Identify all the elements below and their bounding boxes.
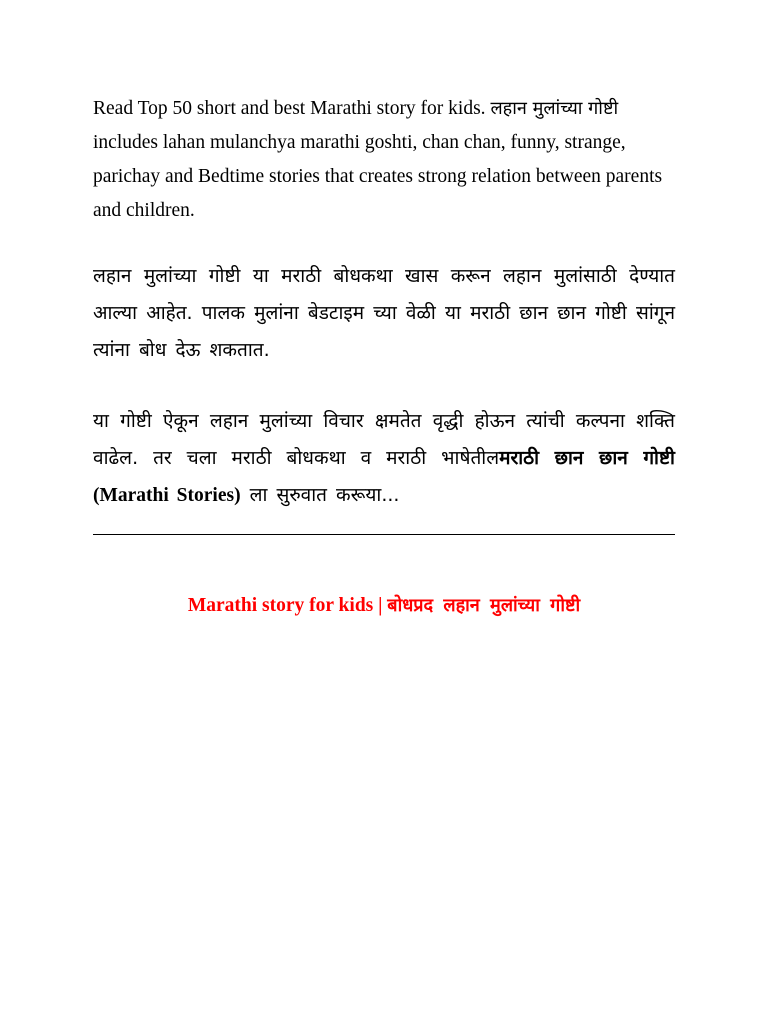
intro-text-end: includes lahan mulanchya marathi goshti, chan chan, funny, strange, parichay and Bedtime stories that creates strong relation between parents and children.: [93, 132, 663, 221]
bold-marathi-phrase: मराठी छान छान गोष्टी: [499, 447, 675, 469]
paragraph-text-start: या गोष्टी ऐकून लहान मुलांच्या विचार क्षमतेत वृद्धी होऊन त्यांची कल्पना शक्ति वाढेल. तर चला मराठी बोधकथा व मराठी भाषेतील: [93, 410, 675, 469]
intro-marathi-phrase: लहान मुलांच्या गोष्टी: [490, 98, 619, 119]
paragraph-text-end: ला सुरुवात करूया...: [240, 484, 400, 506]
bold-english-phrase: (Marathi Stories): [93, 485, 241, 506]
document-page: [93, 92, 675, 617]
heading-english: Marathi story for kids |: [187, 595, 388, 616]
horizontal-divider: [93, 534, 675, 535]
marathi-paragraph-1: लहान मुलांच्या गोष्टी या मराठी बोधकथा खास करून लहान मुलांसाठी देण्यात आल्या आहेत. पालक मुलांना बेडटाइम च्या वेळी या मराठी छान छान गोष्टी सांगून त्यांना बोध देऊ शकतात.: [93, 265, 675, 361]
intro-paragraph: [93, 92, 675, 228]
heading-marathi: बोधप्रद लहान मुलांच्या गोष्टी: [387, 595, 581, 616]
section-heading: [93, 593, 675, 617]
marathi-paragraph-2: [93, 403, 675, 514]
intro-text-start: Read Top 50 short and best Marathi story for kids.: [93, 98, 491, 119]
